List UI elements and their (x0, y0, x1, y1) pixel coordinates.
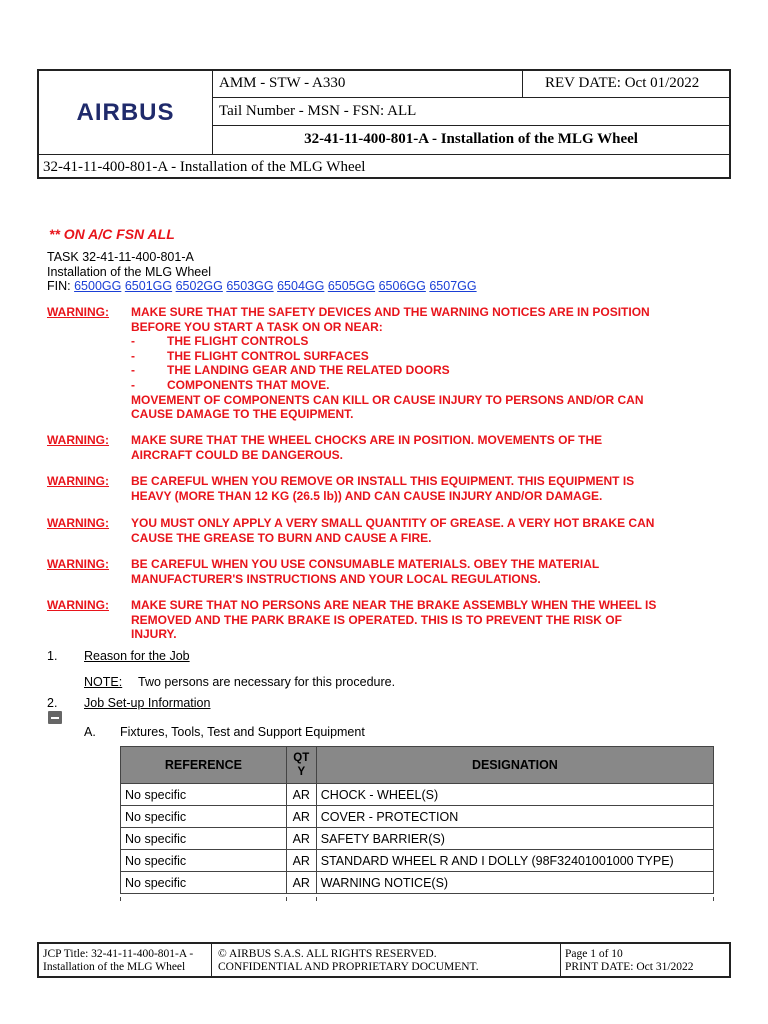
fin-line (47, 279, 477, 294)
table-row (121, 806, 714, 828)
footer-jcp-line: JCP Title: 32-41-11-400-801-A - (43, 948, 194, 960)
warning-4 (47, 516, 727, 545)
warning-label: WARNING: (47, 433, 109, 447)
task-name: Installation of the MLG Wheel (47, 264, 211, 279)
cell-designation: WARNING NOTICE(S) (316, 872, 713, 894)
warning-text: HEAVY (MORE THAN 12 KG (26.5 lb)) AND CAN CAUSE INJURY AND/OR DAMAGE. (131, 488, 603, 503)
footer-copyright-line: CONFIDENTIAL AND PROPRIETARY DOCUMENT. (218, 961, 479, 973)
footer-jcp-title (39, 944, 212, 976)
cell-designation: STANDARD WHEEL R AND I DOLLY (98F32401001000 TYPE) (316, 850, 713, 872)
warning-bullet: - THE LANDING GEAR AND THE RELATED DOORS (131, 363, 450, 378)
section-a-title: Fixtures, Tools, Test and Support Equipment (120, 725, 365, 739)
table-row (121, 850, 714, 872)
warning-text: REMOVED AND THE PARK BRAKE IS OPERATED. THIS IS TO PREVENT THE RISK OF (131, 612, 622, 627)
warning-bullet: - THE FLIGHT CONTROLS (131, 334, 309, 349)
cell-reference: No specific (121, 784, 287, 806)
section-2-title[interactable]: Job Set-up Information (84, 696, 211, 710)
table-row (121, 784, 714, 806)
cell-qty: AR (286, 850, 316, 872)
cell-qty: AR (286, 806, 316, 828)
section-2-number: 2. (47, 696, 58, 710)
warning-1 (47, 305, 727, 422)
table-row (121, 828, 714, 850)
fin-link[interactable]: 6506GG (378, 279, 426, 294)
warning-text: CAUSE THE GREASE TO BURN AND CAUSE A FIRE. (131, 530, 432, 545)
warning-bullet: - THE FLIGHT CONTROL SURFACES (131, 348, 369, 363)
footer-copyright (212, 944, 561, 976)
applicability: ** ON A/C FSN ALL (49, 226, 175, 242)
warning-label: WARNING: (47, 598, 109, 612)
warning-5 (47, 557, 727, 586)
section-1-number: 1. (47, 649, 58, 663)
tail-number: Tail Number - MSN - FSN: ALL (213, 98, 729, 126)
warning-text: MANUFACTURER'S INSTRUCTIONS AND YOUR LOCAL REGULATIONS. (131, 571, 541, 586)
footer-copyright-line: © AIRBUS S.A.S. ALL RIGHTS RESERVED. (218, 948, 437, 960)
warning-text: BEFORE YOU START A TASK ON OR NEAR: (131, 319, 383, 334)
warning-text: MOVEMENT OF COMPONENTS CAN KILL OR CAUSE INJURY TO PERSONS AND/OR CAN (131, 392, 644, 407)
header-task-title: 32-41-11-400-801-A - Installation of the MLG Wheel (304, 131, 638, 147)
footer-page-info (561, 944, 729, 976)
header-reference: REFERENCE (121, 747, 287, 784)
warning-2 (47, 433, 727, 462)
warning-label: WARNING: (47, 516, 109, 530)
warning-text: MAKE SURE THAT NO PERSONS ARE NEAR THE BRAKE ASSEMBLY WHEN THE WHEEL IS (131, 598, 657, 612)
fin-link[interactable]: 6503GG (226, 279, 274, 294)
cell-reference: No specific (121, 872, 287, 894)
fin-link[interactable]: 6504GG (277, 279, 325, 294)
table-row (121, 872, 714, 894)
warning-label: WARNING: (47, 557, 109, 571)
cell-designation: CHOCK - WHEEL(S) (316, 784, 713, 806)
logo-cell (39, 71, 213, 154)
table-header-row (121, 747, 714, 784)
fin-link[interactable]: 6500GG (74, 279, 122, 294)
document-footer (37, 942, 731, 978)
fin-label: FIN: (47, 279, 71, 294)
cell-qty: AR (286, 784, 316, 806)
header-qty: QT Y (286, 747, 316, 784)
task-block (47, 250, 477, 294)
warning-text: MAKE SURE THAT THE SAFETY DEVICES AND THE WARNING NOTICES ARE IN POSITION (131, 305, 650, 319)
warning-text: CAUSE DAMAGE TO THE EQUIPMENT. (131, 407, 354, 422)
task-line: 32-41-11-400-801-A - Installation of the MLG Wheel (39, 154, 729, 177)
equipment-table (120, 746, 714, 894)
cell-designation: SAFETY BARRIER(S) (316, 828, 713, 850)
cell-qty: AR (286, 872, 316, 894)
warning-text: BE CAREFUL WHEN YOU REMOVE OR INSTALL THIS EQUIPMENT. THIS EQUIPMENT IS (131, 474, 635, 488)
section-1-title[interactable]: Reason for the Job (84, 649, 190, 663)
rev-date: REV DATE: Oct 01/2022 (523, 71, 729, 98)
print-date: PRINT DATE: Oct 31/2022 (565, 961, 694, 973)
cell-reference: No specific (121, 828, 287, 850)
warning-label: WARNING: (47, 305, 109, 319)
warning-3 (47, 474, 727, 503)
table-continuation (120, 897, 714, 901)
cell-designation: COVER - PROTECTION (316, 806, 713, 828)
warning-bullet: - COMPONENTS THAT MOVE. (131, 377, 330, 392)
warning-text: BE CAREFUL WHEN YOU USE CONSUMABLE MATERIALS. OBEY THE MATERIAL (131, 557, 600, 571)
header-designation: DESIGNATION (316, 747, 713, 784)
manual-id: AMM - STW - A330 (213, 71, 523, 98)
warning-text: INJURY. (131, 627, 177, 642)
fin-link[interactable]: 6507GG (429, 279, 477, 294)
page-number: Page 1 of 10 (565, 948, 623, 960)
warning-text: YOU MUST ONLY APPLY A VERY SMALL QUANTITY OF GREASE. A VERY HOT BRAKE CAN (131, 516, 655, 530)
section-a-number: A. (84, 725, 96, 739)
warning-text: MAKE SURE THAT THE WHEEL CHOCKS ARE IN POSITION. MOVEMENTS OF THE (131, 433, 603, 447)
cell-qty: AR (286, 828, 316, 850)
footer-jcp-line: Installation of the MLG Wheel (43, 961, 186, 973)
note-text: Two persons are necessary for this procedure. (138, 675, 396, 689)
cell-reference: No specific (121, 806, 287, 828)
warning-6 (47, 598, 727, 642)
fin-link[interactable]: 6501GG (124, 279, 173, 294)
cell-reference: No specific (121, 850, 287, 872)
warning-text: AIRCRAFT COULD BE DANGEROUS. (131, 447, 343, 462)
warning-label: WARNING: (47, 474, 109, 488)
collapse-icon[interactable] (48, 711, 62, 724)
document-header (37, 69, 731, 179)
task-id: TASK 32-41-11-400-801-A (47, 250, 194, 264)
fin-link[interactable]: 6505GG (327, 279, 376, 294)
fin-link[interactable]: 6502GG (175, 279, 223, 294)
airbus-logo: AIRBUS (76, 98, 175, 126)
note-label: NOTE: (84, 675, 123, 689)
